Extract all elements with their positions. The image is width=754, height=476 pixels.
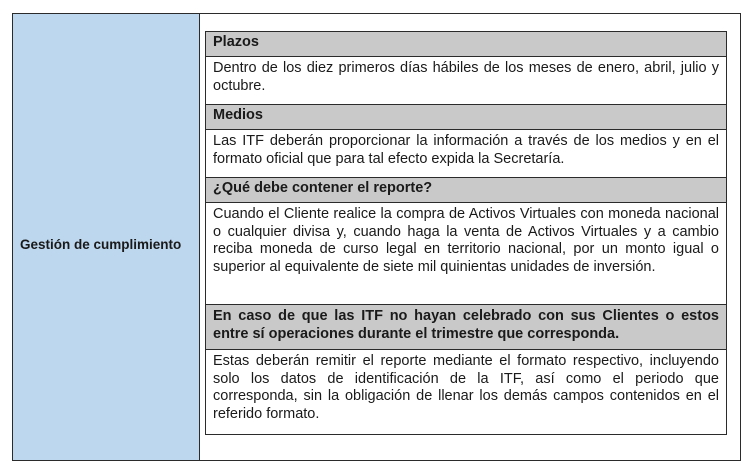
section-heading-sin-operaciones: En caso de que las ITF no hayan celebrado con sus Clientes o estos entre sí operaciones durante el trimestre que corresponda. [206,305,726,350]
compliance-table [12,13,741,461]
left-label: Gestión de cumplimiento [20,237,182,252]
sections-box [205,31,727,435]
section-text-contenido: Cuando el Cliente realice la compra de Activos Virtuales con moneda nacional o cualquier divisa y, cuando haga la venta de Activos Virtuales y a cambio reciba moneda de curso legal en territorio nacional, por un monto igual o superior al equivalente de siete mil quinientas unidades de inversión. [206,203,726,305]
section-heading-plazos: Plazos [206,32,726,57]
right-content-cell [200,14,740,460]
left-label-cell [13,14,200,460]
section-text-sin-operaciones: Estas deberán remitir el reporte mediante el formato respectivo, incluyendo solo los datos de identificación de la ITF, así como el periodo que corresponda, sin la obligación de llenar los demás campos contenidos en el referido formato. [206,350,726,434]
section-heading-medios: Medios [206,105,726,130]
section-heading-contenido: ¿Qué debe contener el reporte? [206,178,726,203]
section-text-medios: Las ITF deberán proporcionar la información a través de los medios y en el formato oficial que para tal efecto expida la Secretaría. [206,130,726,178]
section-text-plazos: Dentro de los diez primeros días hábiles de los meses de enero, abril, julio y octubre. [206,57,726,105]
